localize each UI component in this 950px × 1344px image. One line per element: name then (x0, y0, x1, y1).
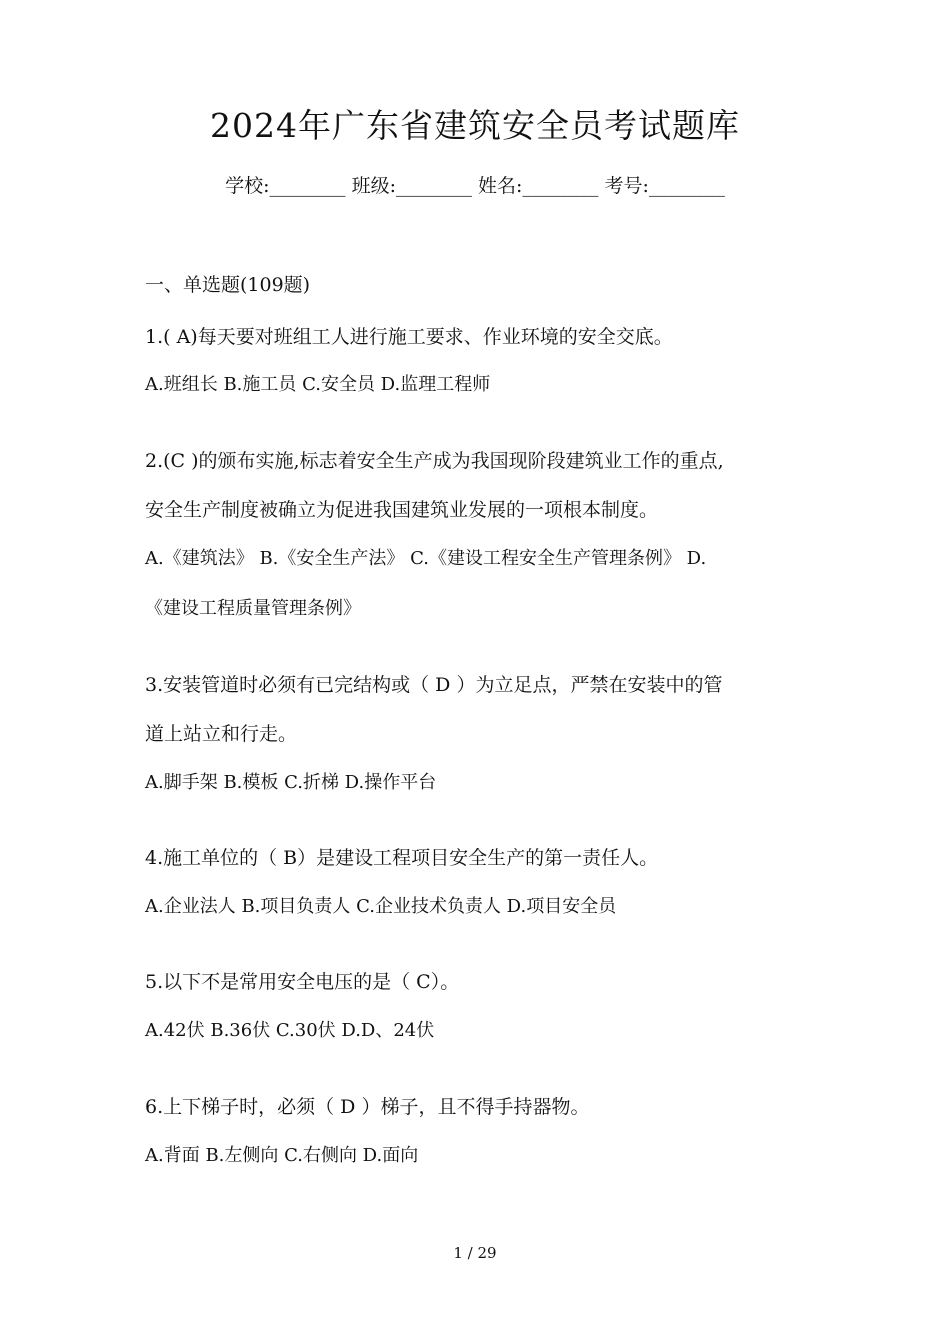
question-5-text: 5.以下不是常用安全电压的是（ C）。 (145, 971, 460, 993)
question-3-text-line-2: 道上站立和行走。 (145, 723, 298, 745)
question-2-options-line-2: 《建设工程质量管理条例》 (145, 598, 361, 619)
question-4-text: 4.施工单位的（ B）是建设工程项目安全生产的第一责任人。 (145, 847, 659, 869)
question-3-text-line-1: 3.安装管道时必须有已完结构或（ D ）为立足点，严禁在安装中的管 (145, 674, 723, 696)
page-number: 1 / 29 (453, 1244, 497, 1262)
question-4-options: A.企业法人 B.项目负责人 C.企业技术负责人 D.项目安全员 (145, 896, 617, 917)
question-3-options: A.脚手架 B.模板 C.折梯 D.操作平台 (145, 772, 437, 793)
section-heading: 一、单选题(109题) (145, 274, 311, 296)
question-1-text: 1.( A)每天要对班组工人进行施工要求、作业环境的安全交底。 (145, 326, 673, 348)
question-2-text-line-2: 安全生产制度被确立为促进我国建筑业发展的一项根本制度。 (145, 499, 659, 521)
student-info-line: 学校:________ 班级:________ 姓名:________ 考号:________ (225, 175, 725, 197)
page-title: 2024年广东省建筑安全员考试题库 (210, 106, 740, 145)
question-2-options-line-1: A.《建筑法》 B.《安全生产法》 C.《建设工程安全生产管理条例》 D. (145, 548, 707, 569)
question-5-options: A.42伏 B.36伏 C.30伏 D.D、24伏 (145, 1020, 435, 1041)
question-2-text-line-1: 2.(C )的颁布实施,标志着安全生产成为我国现阶段建筑业工作的重点, (145, 450, 724, 472)
question-1-options: A.班组长 B.施工员 C.安全员 D.监理工程师 (145, 374, 491, 395)
question-6-options: A.背面 B.左侧向 C.右侧向 D.面向 (145, 1145, 419, 1166)
question-6-text: 6.上下梯子时，必须（ D ）梯子，且不得手持器物。 (145, 1096, 590, 1118)
